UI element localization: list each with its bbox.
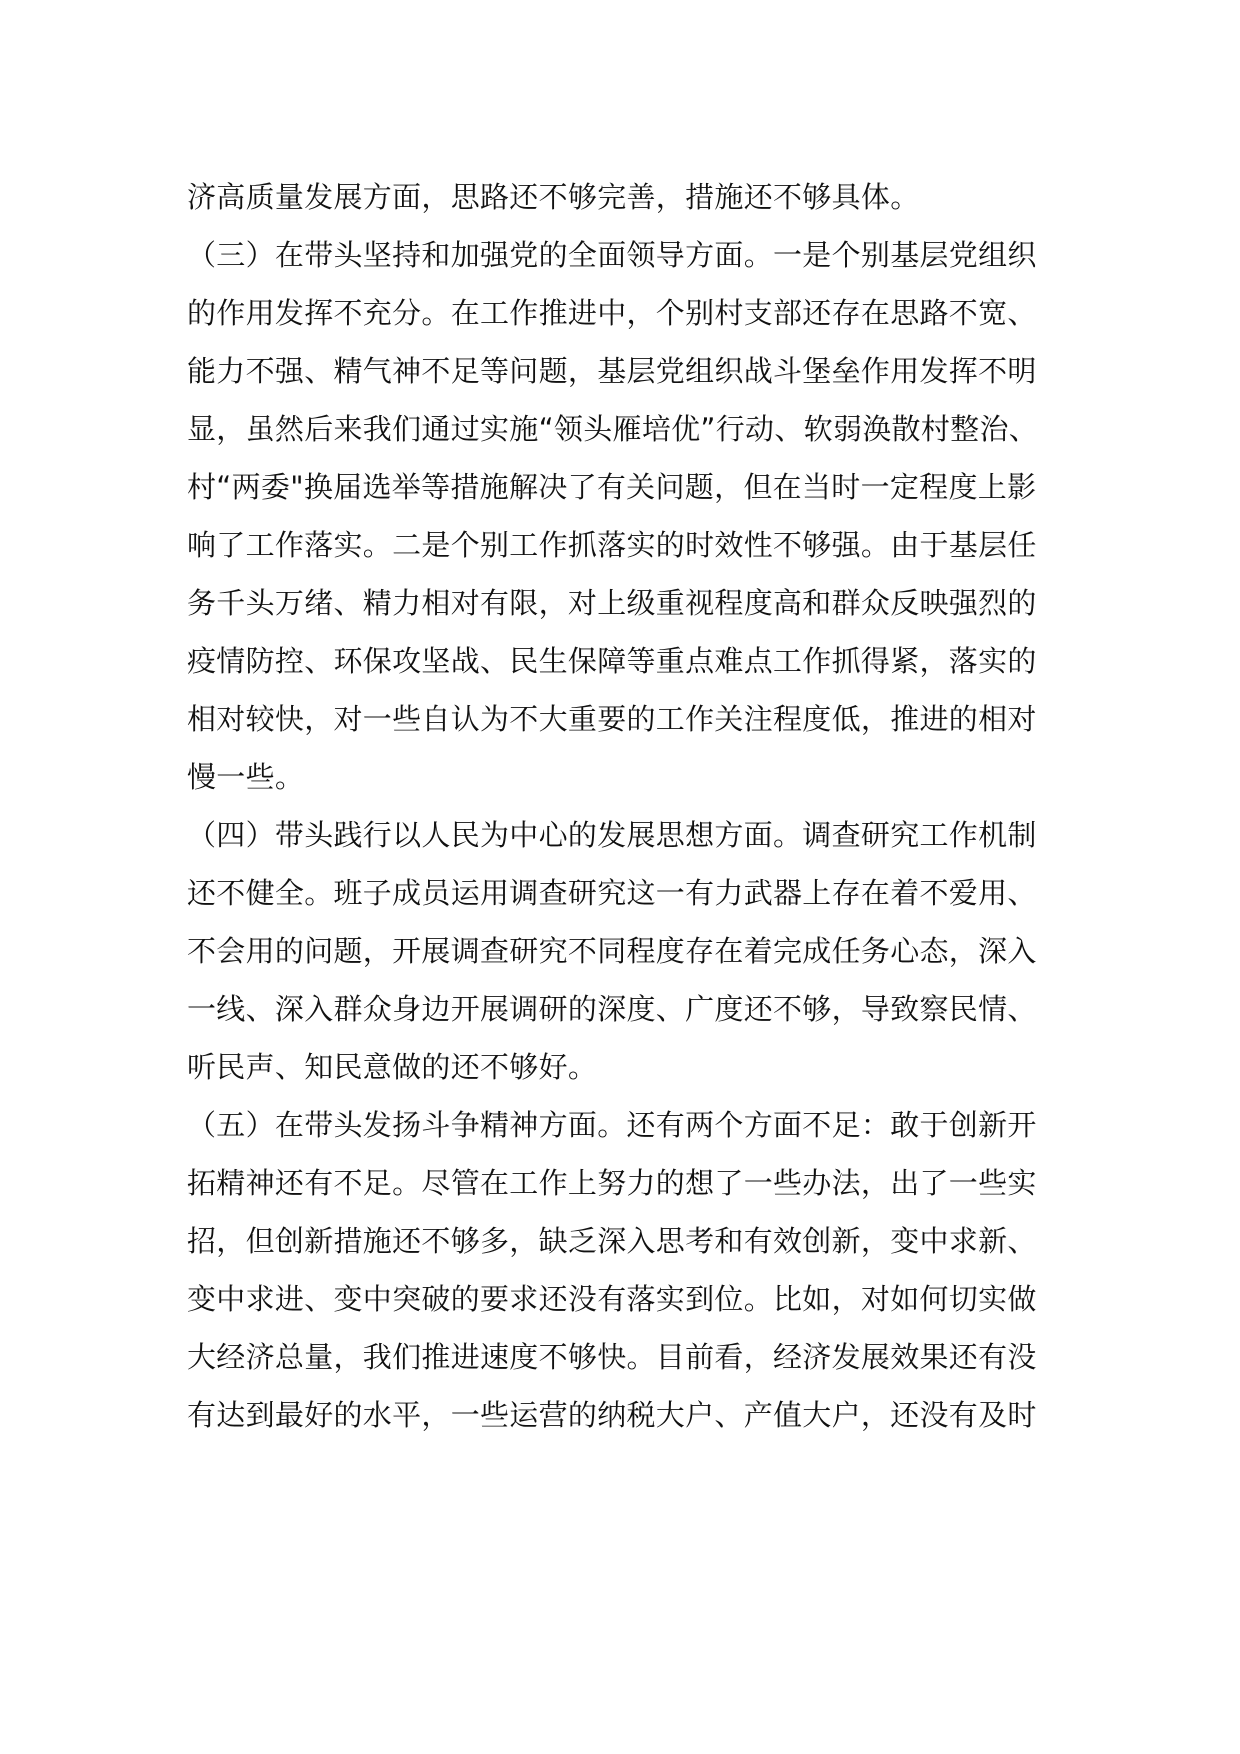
text-line: 招，但创新措施还不够多，缺乏深入思考和有效创新，变中求新、: [187, 1224, 1037, 1258]
text-line: 能力不强、精气神不足等问题，基层党组织战斗堡垒作用发挥不明: [187, 354, 1037, 388]
text-line: 还不健全。班子成员运用调查研究这一有力武器上存在着不爱用、: [187, 876, 1037, 910]
text-line: 不会用的问题，开展调查研究不同程度存在着完成任务心态，深入: [187, 934, 1037, 968]
text-line: 相对较快，对一些自认为不大重要的工作关注程度低，推进的相对: [187, 702, 1037, 736]
text-line: 村“两委"换届选举等措施解决了有关问题，但在当时一定程度上影: [187, 470, 1037, 504]
text-line: 听民声、知民意做的还不够好。: [187, 1050, 598, 1084]
text-line: 务千头万绪、精力相对有限，对上级重视程度高和群众反映强烈的: [187, 586, 1037, 620]
text-line: 疫情防控、环保攻坚战、民生保障等重点难点工作抓得紧，落实的: [187, 644, 1037, 678]
text-line: （三）在带头坚持和加强党的全面领导方面。一是个别基层党组织: [187, 238, 1037, 272]
text-line: 有达到最好的水平，一些运营的纳税大户、产值大户，还没有及时: [187, 1398, 1037, 1432]
text-line: （四）带头践行以人民为中心的发展思想方面。调查研究工作机制: [187, 818, 1037, 852]
text-line: 济高质量发展方面，思路还不够完善，措施还不够具体。: [187, 180, 920, 214]
text-line: 响了工作落实。二是个别工作抓落实的时效性不够强。由于基层任: [187, 528, 1037, 562]
text-line: 一线、深入群众身边开展调研的深度、广度还不够，导致察民情、: [187, 992, 1037, 1026]
text-line: 的作用发挥不充分。在工作推进中，个别村支部还存在思路不宽、: [187, 296, 1037, 330]
text-line: 大经济总量，我们推进速度不够快。目前看，经济发展效果还有没: [187, 1340, 1037, 1374]
text-line: 变中求进、变中突破的要求还没有落实到位。比如，对如何切实做: [187, 1282, 1037, 1316]
text-line: 拓精神还有不足。尽管在工作上努力的想了一些办法，出了一些实: [187, 1166, 1037, 1200]
text-line: 慢一些。: [187, 760, 305, 794]
text-line: 显，虽然后来我们通过实施“领头雁培优”行动、软弱涣散村整治、: [187, 412, 1039, 446]
text-line: （五）在带头发扬斗争精神方面。还有两个方面不足：敢于创新开: [187, 1108, 1037, 1142]
